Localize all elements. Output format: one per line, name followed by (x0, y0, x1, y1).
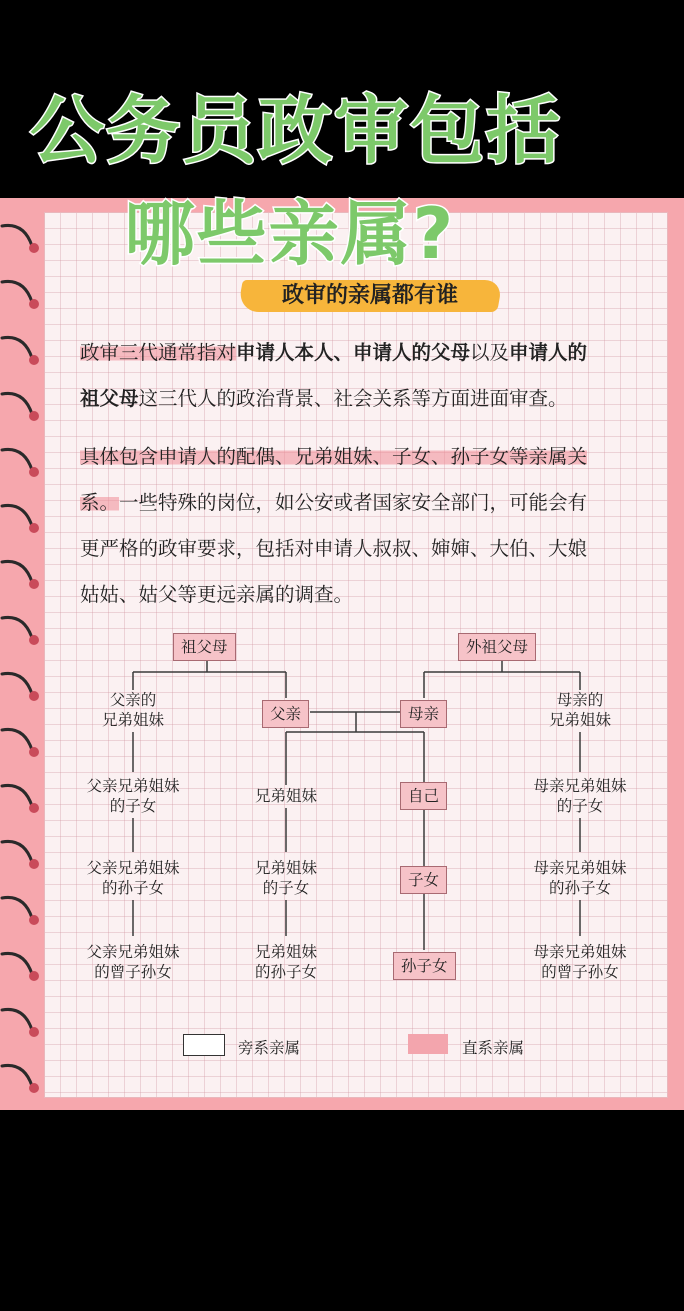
p1-l1-d: 申请人的 (509, 341, 588, 364)
node-fsg-l2: 的孙子女 (101, 879, 164, 897)
node-fsgg-l1: 父亲兄弟姐妹 (86, 943, 180, 961)
node-siblings: 兄弟姐妹 (254, 787, 317, 805)
node-msg-l2: 的孙子女 (548, 879, 611, 897)
node-father-sibling-great-grandchildren (73, 942, 193, 982)
node-mother-sibling-great-grandchildren (520, 942, 640, 982)
paragraph-1 (80, 330, 650, 422)
node-msc-l1: 母亲兄弟姐妹 (533, 777, 627, 795)
p1-l1-a: 政审三代通常指对 (80, 341, 237, 364)
p1-l1-c: 以及 (470, 341, 510, 364)
node-grandchildren: 孙子女 (393, 952, 456, 980)
paragraph-2 (80, 434, 650, 618)
node-msgg-l2: 的曾子孙女 (541, 963, 619, 981)
node-sibling-children (246, 858, 326, 898)
node-fsc-l2: 的子女 (109, 797, 157, 815)
node-mother-sibling-children (520, 776, 640, 816)
node-self: 自己 (400, 782, 447, 810)
node-father-sibling-children (73, 776, 193, 816)
node-sc-l2: 的子女 (262, 879, 310, 897)
node-father-siblings-l2: 兄弟姐妹 (101, 711, 164, 729)
headline-line-2: 哪些亲属? (124, 193, 456, 275)
legend-collateral-swatch (183, 1034, 225, 1056)
node-father-siblings-l1: 父亲的 (109, 691, 157, 709)
paragraph-2-line-3: 更严格的政审要求，包括对申请人叔叔、婶婶、大伯、大娘 (80, 537, 588, 560)
node-mother: 母亲 (400, 700, 447, 728)
p1-l1-b: 申请人本人、申请人的父母 (236, 341, 471, 364)
p1-l2-a: 祖父母 (80, 387, 139, 410)
p2-l2-a: 系。 (80, 491, 120, 514)
node-sg-l2: 的孙子女 (254, 963, 317, 981)
node-mother-siblings-l1: 母亲的 (556, 691, 604, 709)
legend-direct-swatch (408, 1034, 448, 1054)
node-fsgg-l2: 的曾子孙女 (94, 963, 172, 981)
node-paternal-grandparents: 祖父母 (173, 633, 236, 661)
node-father: 父亲 (262, 700, 309, 728)
node-children: 子女 (400, 866, 447, 894)
node-fsc-l1: 父亲兄弟姐妹 (86, 777, 180, 795)
section-subtitle (240, 276, 500, 314)
node-fsg-l1: 父亲兄弟姐妹 (86, 859, 180, 877)
node-father-sibling-grandchildren (73, 858, 193, 898)
p2-l2-b: 一些特殊的岗位，如公安或者国家安全部门，可能会有 (119, 491, 588, 514)
p1-l2-b: 这三代人的政治背景、社会关系等方面进面审查。 (138, 387, 568, 410)
node-father-siblings (86, 690, 180, 730)
node-sg-l1: 兄弟姐妹 (254, 943, 317, 961)
subtitle-text: 政审的亲属都有谁 (281, 283, 458, 308)
paragraph-2-line-1 (80, 434, 650, 480)
paragraph-1-line-2 (80, 376, 650, 422)
node-mother-siblings-l2: 兄弟姐妹 (548, 711, 611, 729)
node-msg-l1: 母亲兄弟姐妹 (533, 859, 627, 877)
node-msgg-l1: 母亲兄弟姐妹 (533, 943, 627, 961)
paragraph-2-line-2 (80, 480, 650, 526)
node-mother-siblings (533, 690, 627, 730)
headline-line-1: 公务员政审包括 (30, 88, 562, 174)
paragraph-1-line-1 (80, 330, 650, 376)
legend-collateral-label: 旁系亲属 (238, 1039, 301, 1057)
node-msc-l2: 的子女 (556, 797, 604, 815)
p2-l1: 具体包含申请人的配偶、兄弟姐妹、子女、孙子女等亲属关 (80, 445, 588, 468)
node-maternal-grandparents: 外祖父母 (458, 633, 536, 661)
paragraph-2-line-4: 姑姑、姑父等更远亲属的调查。 (80, 583, 354, 606)
node-mother-sibling-grandchildren (520, 858, 640, 898)
legend-direct-label: 直系亲属 (462, 1039, 525, 1057)
node-sibling-grandchildren (246, 942, 326, 982)
node-sc-l1: 兄弟姐妹 (254, 859, 317, 877)
